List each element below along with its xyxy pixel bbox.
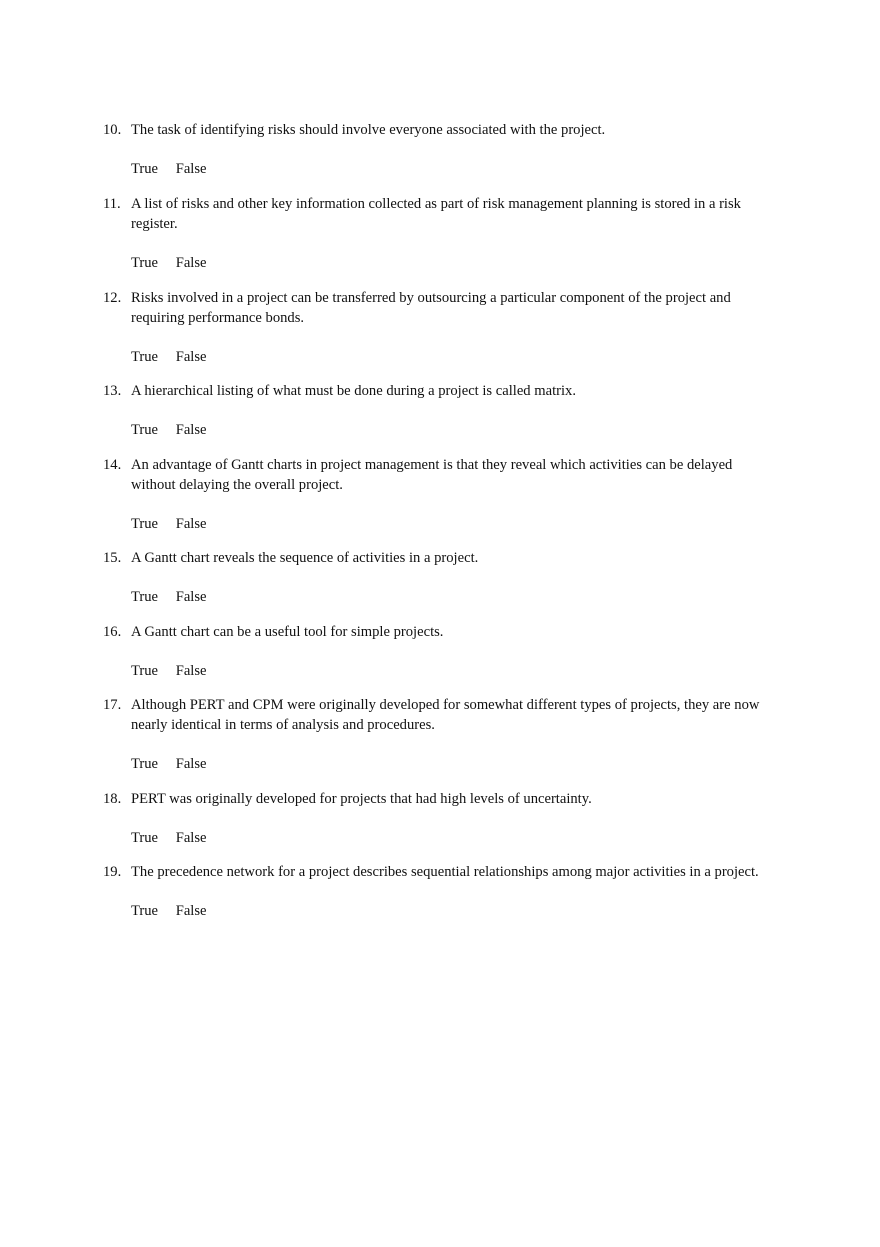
question-number: 12. [103,290,122,306]
question-number: 15. [103,550,122,566]
false-option[interactable]: False [175,349,207,365]
false-option[interactable]: False [175,903,207,919]
question-number: 19. [103,864,122,880]
question-text: The task of identifying risks should involve everyone associated with the project. [131,122,606,138]
false-option[interactable]: False [175,161,207,177]
question-row [103,622,783,642]
question-12 [103,288,783,367]
question-19 [103,862,783,921]
answer-options [131,754,783,774]
true-option[interactable]: True [131,255,159,271]
question-text: An advantage of Gantt charts in project management is that they reveal which activities can be delayed without delaying the overall project. [131,457,733,493]
answer-options [131,661,783,681]
question-11 [103,194,783,273]
question-text: A list of risks and other key information collected as part of risk management planning is stored in a risk register. [131,196,741,232]
question-row [103,381,783,401]
question-number: 13. [103,383,122,399]
true-option[interactable]: True [131,589,159,605]
question-row [103,695,783,735]
false-option[interactable]: False [175,516,207,532]
false-option[interactable]: False [175,422,207,438]
true-option[interactable]: True [131,903,159,919]
question-17 [103,695,783,774]
false-option[interactable]: False [175,255,207,271]
question-row [103,194,783,234]
question-text: Although PERT and CPM were originally developed for somewhat different types of projects, they are now nearly identical in terms of analysis and procedures. [131,697,760,733]
question-number: 10. [103,122,122,138]
false-option[interactable]: False [175,589,207,605]
question-text: A Gantt chart reveals the sequence of activities in a project. [131,550,479,566]
question-row [103,862,783,882]
question-16 [103,622,783,681]
answer-options [131,159,783,179]
question-number: 17. [103,697,122,713]
question-number: 18. [103,791,122,807]
question-text: The precedence network for a project describes sequential relationships among major activities in a project. [131,864,759,880]
answer-options [131,587,783,607]
true-option[interactable]: True [131,161,159,177]
true-option[interactable]: True [131,422,159,438]
question-row [103,288,783,328]
true-option[interactable]: True [131,349,159,365]
question-15 [103,548,783,607]
question-10 [103,120,783,179]
answer-options [131,347,783,367]
question-number: 14. [103,457,122,473]
question-row [103,120,783,140]
question-18 [103,789,783,848]
question-text: Risks involved in a project can be transferred by outsourcing a particular component of the project and requiring performance bonds. [131,290,731,326]
question-text: PERT was originally developed for projects that had high levels of uncertainty. [131,791,592,807]
answer-options [131,828,783,848]
false-option[interactable]: False [175,830,207,846]
question-number: 11. [103,196,121,212]
question-text: A hierarchical listing of what must be done during a project is called matrix. [131,383,576,399]
answer-options [131,901,783,921]
question-text: A Gantt chart can be a useful tool for simple projects. [131,624,444,640]
question-row [103,789,783,809]
true-option[interactable]: True [131,516,159,532]
question-13 [103,381,783,440]
false-option[interactable]: False [175,663,207,679]
question-14 [103,455,783,534]
false-option[interactable]: False [175,756,207,772]
question-row [103,455,783,495]
answer-options [131,420,783,440]
answer-options [131,514,783,534]
answer-options [131,253,783,273]
true-option[interactable]: True [131,830,159,846]
true-option[interactable]: True [131,756,159,772]
question-row [103,548,783,568]
question-number: 16. [103,624,122,640]
true-option[interactable]: True [131,663,159,679]
